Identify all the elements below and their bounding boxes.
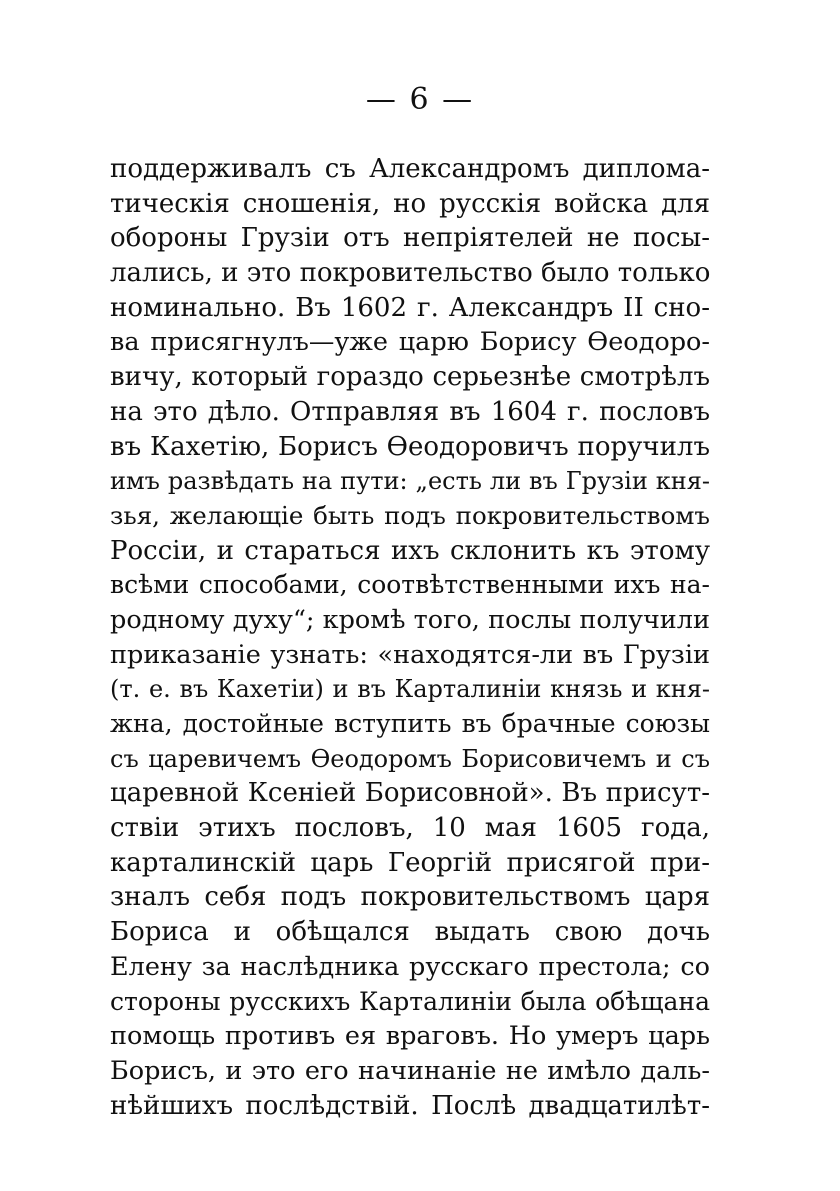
text-line: поддерживалъ съ Александромъ диплома- (110, 154, 710, 184)
text-line: Россіи, и стараться ихъ склонить къ этому (110, 535, 710, 566)
text-line: нѣйшихъ послѣдствій. Послѣ двадцатилѣт- (110, 1090, 710, 1121)
text-line: стороны русскихъ Карталиніи была обѣщана (110, 986, 710, 1016)
text-line: номинально. Въ 1602 г. Александръ II сно- (110, 292, 710, 323)
text-line: приказаніе узнать: «находятся-ли въ Грузіи (110, 639, 710, 670)
text-line: царевной Ксеніей Борисовной». Въ присут- (110, 778, 710, 809)
text-line: Бориса и обѣщался выдать свою дочь (110, 917, 710, 948)
text-line: на это дѣло. Отправляя въ 1604 г. пословъ (110, 396, 710, 427)
text-line: ва присягнулъ—уже царю Борису Ѳеодоро- (110, 327, 710, 358)
page-number: — 6 — (365, 82, 475, 117)
text-line: тическія сношенія, но русскія войска для (110, 188, 710, 219)
text-line: ствіи этихъ пословъ, 10 мая 1605 года, (110, 813, 710, 844)
text-line: зналъ себя подъ покровительствомъ царя (110, 882, 710, 913)
text-line: (т. е. въ Кахетіи) и въ Карталиніи князь и кня- (110, 675, 710, 704)
body-text (110, 152, 710, 1123)
text-line: карталинскій царь Георгій присягой при- (110, 847, 710, 878)
text-line: родному духу“; кромѣ того, послы получили (110, 604, 710, 635)
text-line: помощь противъ ея враговъ. Но умеръ царь (110, 1021, 710, 1052)
text-line: лались, и это покровительство было только (110, 258, 710, 289)
text-line: Елену за наслѣдника русскаго престола; со (110, 951, 710, 982)
text-line: имъ развѣдать на пути: „есть ли въ Грузіи кня- (110, 467, 710, 496)
text-line: всѣми способами, соотвѣтственными ихъ на- (110, 570, 710, 600)
text-line: зья, желающіе быть подъ покровительствомъ (110, 500, 710, 530)
text-line: вичу, который гораздо серьезнѣе смотрѣлъ (110, 362, 710, 393)
text-line: обороны Грузіи отъ непріятелей не посы- (110, 223, 710, 254)
text-line: жна, достойные вступить въ брачные союзы (110, 709, 710, 738)
text-line: съ царевичемъ Ѳеодоромъ Борисовичемъ и съ (110, 744, 710, 773)
text-line: въ Кахетію, Борисъ Ѳеодоровичъ поручилъ (110, 431, 710, 462)
text-line: Борисъ, и это его начинаніе не имѣло даль- (110, 1055, 710, 1086)
